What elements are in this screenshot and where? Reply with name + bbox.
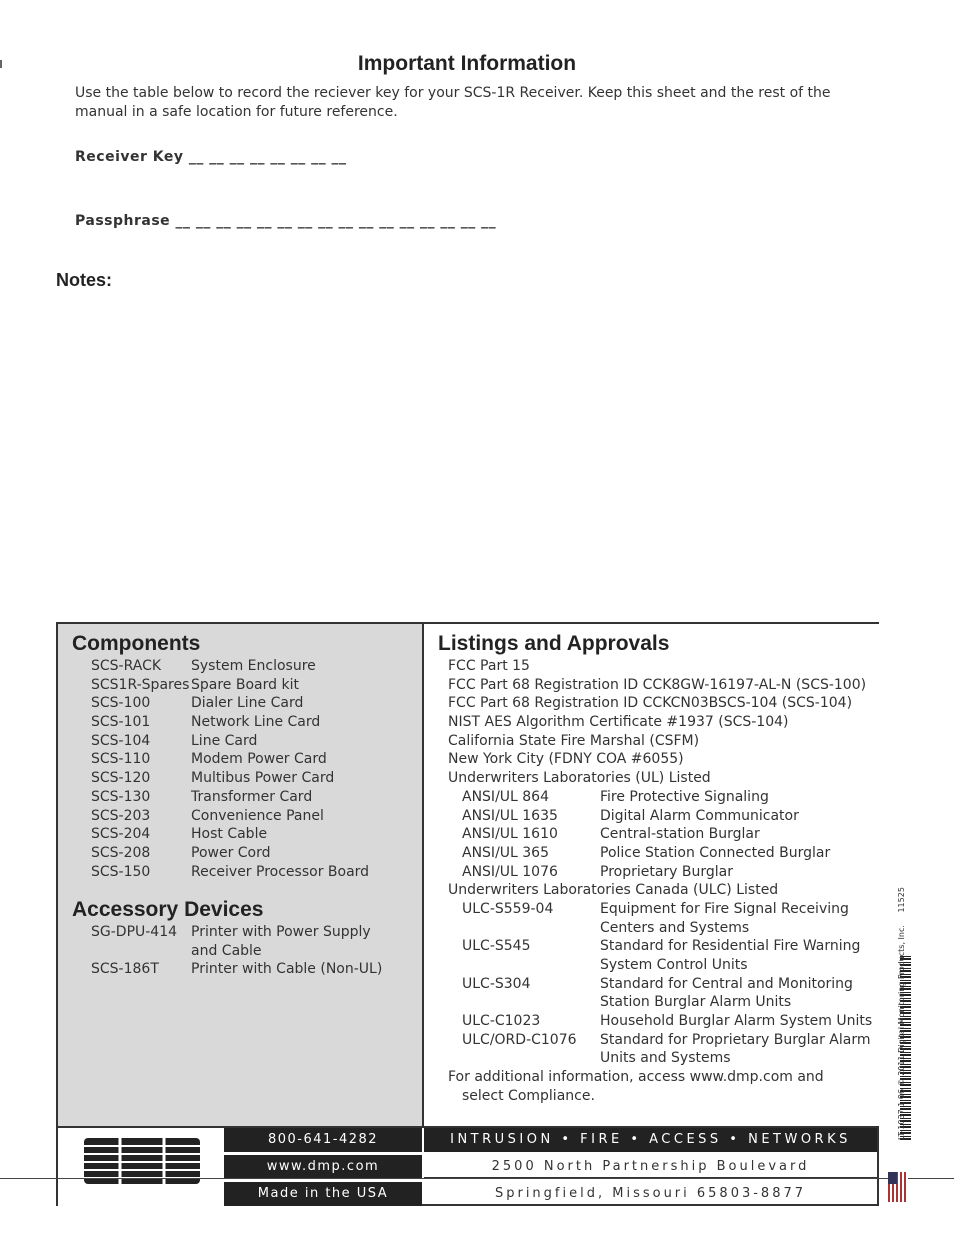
item-description: Dialer Line Card — [191, 695, 304, 712]
item-code: SCS1R-Spares — [91, 676, 190, 693]
ul-listing-row — [448, 844, 872, 863]
item-description: Standard for Central and Monitoring — [600, 975, 853, 992]
item-code: SCS-101 — [91, 714, 151, 731]
listing-line — [448, 694, 872, 713]
item-description: Centers and Systems — [600, 919, 750, 936]
ulc-listing-row — [448, 1031, 872, 1050]
website: www.dmp.com — [224, 1155, 422, 1179]
component-row — [91, 844, 369, 863]
component-row — [91, 825, 369, 844]
components-list — [91, 657, 369, 881]
item-description: Printer with Cable (Non-UL) — [191, 961, 383, 978]
made-in-usa: Made in the USA — [224, 1182, 422, 1206]
item-code: ULC/ORD-C1076 — [462, 1031, 577, 1048]
ulc-listing-row — [448, 956, 872, 975]
item-description: Modem Power Card — [191, 751, 327, 768]
item-description: Spare Board kit — [191, 676, 299, 693]
tagline: INTRUSION • FIRE • ACCESS • NETWORKS — [424, 1128, 877, 1152]
ul-listing-row — [448, 788, 872, 807]
component-row — [91, 657, 369, 676]
item-description: and Cable — [191, 942, 262, 959]
us-flag-icon — [888, 1172, 908, 1202]
item-code: ULC-S559-04 — [462, 900, 554, 917]
ul-listing-row — [448, 825, 872, 844]
additional-info-line — [448, 1087, 872, 1106]
item-code: ANSI/UL 1635 — [462, 807, 558, 824]
dmp-logo-mark — [58, 1128, 224, 1206]
component-row — [91, 694, 369, 713]
item-code: SCS-186T — [91, 961, 159, 978]
ulc-listing-row — [448, 1049, 872, 1068]
ulc-listing-row — [448, 919, 872, 938]
item-code: ANSI/UL 864 — [462, 788, 550, 805]
item-description: Transformer Card — [191, 788, 313, 805]
item-description: Standard for Proprietary Burglar Alarm — [600, 1031, 871, 1048]
item-code: SCS-203 — [91, 807, 151, 824]
item-code — [462, 956, 600, 975]
listing-line — [448, 750, 872, 769]
component-row — [91, 769, 369, 788]
notes-heading: Notes: — [56, 270, 113, 290]
item-description: For additional information, access www.dmp.com and — [448, 1069, 824, 1086]
bottom-rule — [0, 1178, 954, 1179]
component-row — [91, 713, 369, 732]
ulc-listing-row — [448, 993, 872, 1012]
item-description: NIST AES Algorithm Certificate #1937 (SCS-104) — [448, 714, 789, 731]
item-code — [462, 993, 600, 1012]
item-description: FCC Part 68 Registration ID CCK8GW-16197-AL-N (SCS-100) — [448, 676, 867, 693]
components-panel — [58, 624, 424, 1126]
item-code: SCS-130 — [91, 788, 151, 805]
item-code: ULC-C1023 — [462, 1013, 541, 1030]
doc-code — [897, 887, 906, 1140]
item-code: SCS-150 — [91, 863, 151, 880]
phone-number: 800-641-4282 — [224, 1128, 422, 1152]
additional-info-line — [448, 1068, 872, 1087]
item-code: ULC-S545 — [462, 938, 531, 955]
item-description: Household Burglar Alarm System Units — [600, 1013, 873, 1030]
ulc-listing-row — [448, 900, 872, 919]
item-description: Power Cord — [191, 844, 271, 861]
item-code: ANSI/UL 1076 — [462, 863, 558, 880]
item-description: Fire Protective Signaling — [600, 788, 769, 805]
component-row — [91, 788, 369, 807]
item-description: California State Fire Marshal (CSFM) — [448, 732, 700, 749]
item-code: ULC-S304 — [462, 975, 531, 992]
item-description: Line Card — [191, 732, 258, 749]
item-description: Digital Alarm Communicator — [600, 807, 799, 824]
item-description: Host Cable — [191, 826, 268, 843]
item-description: Central-station Burglar — [600, 826, 760, 843]
listing-line — [448, 676, 872, 695]
component-row — [91, 750, 369, 769]
ulc-heading — [448, 881, 872, 900]
accessory-row — [91, 923, 382, 942]
receiver-key-field: Receiver Key __ __ __ __ __ __ __ __ — [75, 149, 347, 165]
item-description: Convenience Panel — [191, 807, 324, 824]
item-code: SCS-104 — [91, 732, 151, 749]
item-description: Receiver Processor Board — [191, 863, 370, 880]
footer-band — [58, 1126, 877, 1204]
street-address: 2500 North Partnership Boulevard — [424, 1155, 877, 1179]
listing-line — [448, 713, 872, 732]
item-description: Network Line Card — [191, 714, 321, 731]
component-row — [91, 863, 369, 882]
accessory-row — [91, 942, 382, 961]
item-code: ANSI/UL 1610 — [462, 826, 558, 843]
accessory-row — [91, 960, 382, 979]
listing-line — [448, 769, 872, 788]
component-row — [91, 807, 369, 826]
info-box — [56, 622, 879, 1206]
accessories-list — [91, 923, 382, 979]
component-row — [91, 676, 369, 695]
batch-number: 11525 — [897, 887, 906, 913]
item-code — [462, 919, 600, 938]
page-title: Important Information — [357, 52, 577, 75]
ulc-listing-row — [448, 937, 872, 956]
item-description: FCC Part 15 — [448, 658, 530, 674]
item-description: FCC Part 68 Registration ID CCKCN03BSCS-104 (SCS-104) — [448, 695, 853, 712]
item-description: Standard for Residential Fire Warning — [600, 938, 861, 955]
item-description: Printer with Power Supply — [191, 924, 371, 940]
item-code — [462, 1049, 600, 1068]
ulc-listing-row — [448, 975, 872, 994]
listings-heading: Listings and Approvals — [438, 632, 670, 655]
item-description: Equipment for Fire Signal Receiving — [600, 900, 849, 917]
ul-listing-row — [448, 807, 872, 826]
ulc-listing-row — [448, 1012, 872, 1031]
item-description: System Control Units — [600, 957, 748, 973]
item-description: Underwriters Laboratories (UL) Listed — [448, 770, 711, 787]
item-code: SCS-110 — [91, 751, 151, 768]
item-code: SCS-100 — [91, 695, 151, 712]
item-description: Station Burglar Alarm Units — [600, 994, 792, 1011]
components-heading: Components — [72, 632, 201, 655]
item-description: Police Station Connected Burglar — [600, 844, 831, 861]
item-code: SCS-208 — [91, 844, 151, 861]
item-description: New York City (FDNY COA #6055) — [448, 751, 684, 768]
intro-paragraph: Use the table below to record the reciever key for your SCS-1R Receiver. Keep this sheet and the rest of the manual in a safe location for future reference. — [75, 85, 831, 120]
ul-listing-row — [448, 863, 872, 882]
item-code: SCS-204 — [91, 826, 151, 843]
item-code: ANSI/UL 365 — [462, 844, 550, 861]
item-description: Multibus Power Card — [191, 770, 335, 787]
city-address: Springfield, Missouri 65803-8877 — [494, 1186, 807, 1201]
dmp-logo — [58, 1128, 224, 1206]
item-description: select Compliance. — [462, 1087, 595, 1104]
item-code: SG-DPU-414 — [91, 924, 178, 940]
listing-line — [448, 732, 872, 751]
item-code: SCS-120 — [91, 770, 151, 787]
item-description: Proprietary Burglar — [600, 863, 734, 880]
doc-code-text: LT-1037 1.06 © 2011 Digital Monitoring Products, Inc. — [897, 925, 906, 1140]
passphrase-field: Passphrase __ __ __ __ __ __ __ __ __ __ __ __ __ __ __ __ — [75, 213, 497, 229]
item-description: Underwriters Laboratories Canada (ULC) Listed — [448, 882, 779, 899]
item-code: SCS-RACK — [91, 658, 162, 674]
accessories-heading: Accessory Devices — [72, 898, 264, 921]
item-description: System Enclosure — [191, 658, 316, 674]
item-code — [91, 942, 191, 961]
listing-line — [448, 657, 872, 676]
component-row — [91, 732, 369, 751]
listings-list — [448, 657, 872, 1106]
item-description: Units and Systems — [600, 1050, 731, 1067]
listings-panel — [424, 624, 879, 1126]
